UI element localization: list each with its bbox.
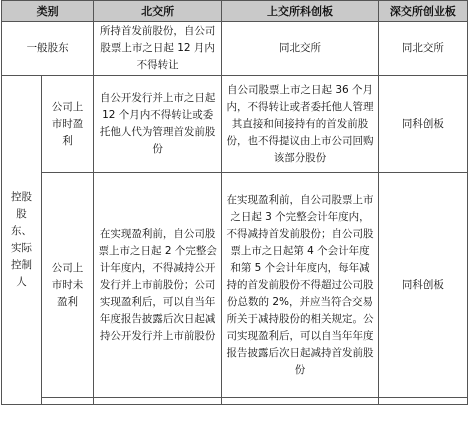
text-loss-bse: 在实现盈利前，自公司股票上市之日起 2 个完整会计年度内，不得减持公开发行并上市前股份；公司实现盈利后，可以自当年年度报告披露后次日起减持公开发行并上市前股份 (98, 227, 217, 342)
text-general-bse: 所持首发前股份，自公司股票上市之日起 12 月内不得转让 (99, 25, 216, 71)
label-profit (41, 76, 93, 173)
text-profit-star: 自公司股票上市之日起 36 个月内，不得转让或者委托他人管理其直接和间接持有的首发前股份，也不得提议由上市公司回购该部分股份 (226, 83, 374, 164)
row-controller-profit (2, 76, 468, 173)
cell-cut-off-3 (222, 398, 379, 405)
cell-general-bse (94, 22, 222, 76)
label-general-shareholder: 一般股东 (2, 22, 94, 76)
cell-cut-off-4 (378, 398, 467, 405)
label-controller-group (2, 76, 42, 405)
text-profit: 公司上市时盈利 (51, 100, 84, 147)
cell-profit-chinext: 同科创板 (378, 76, 467, 173)
cell-cut-off-2 (94, 398, 222, 405)
row-cut-off (2, 398, 468, 405)
text-loss: 公司上市时未盈利 (51, 261, 84, 308)
header-category: 类别 (2, 1, 94, 22)
text-profit-bse: 自公开发行并上市之日起 12 个月内不得转让或委托他人代为管理首发前股份 (99, 92, 216, 155)
cell-cut-off-1 (41, 398, 93, 405)
cell-general-star: 同北交所 (222, 22, 379, 76)
comparison-table (1, 0, 468, 405)
cell-general-chinext: 同北交所 (378, 22, 467, 76)
label-loss (41, 173, 93, 398)
cell-loss-bse (94, 173, 222, 398)
header-star-market: 上交所科创板 (222, 1, 379, 22)
row-general-shareholder (2, 22, 468, 76)
cell-loss-chinext: 同科创板 (378, 173, 467, 398)
header-chinext: 深交所创业板 (378, 1, 467, 22)
text-controller-group: 控股股东、实际控制人 (10, 191, 32, 288)
cell-profit-bse (94, 76, 222, 173)
text-loss-star: 在实现盈利前，自公司股票上市之日起 3 个完整会计年度内，不得减持首发前股份；自公司股票上市之日起第 4 个会计年度和第 5 个会计年度内，每年减持的首发前股份不得超过公司股份总数的 2%，并应当符合交易所关于减持股份的相关规定。公司实现盈利后，可以自当年年度报告披露后次日起减持首发前股份 (226, 193, 374, 376)
header-bse: 北交所 (94, 1, 222, 22)
cell-loss-star (222, 173, 379, 398)
header-row (2, 1, 468, 22)
cell-profit-star (222, 76, 379, 173)
row-controller-loss (2, 173, 468, 398)
